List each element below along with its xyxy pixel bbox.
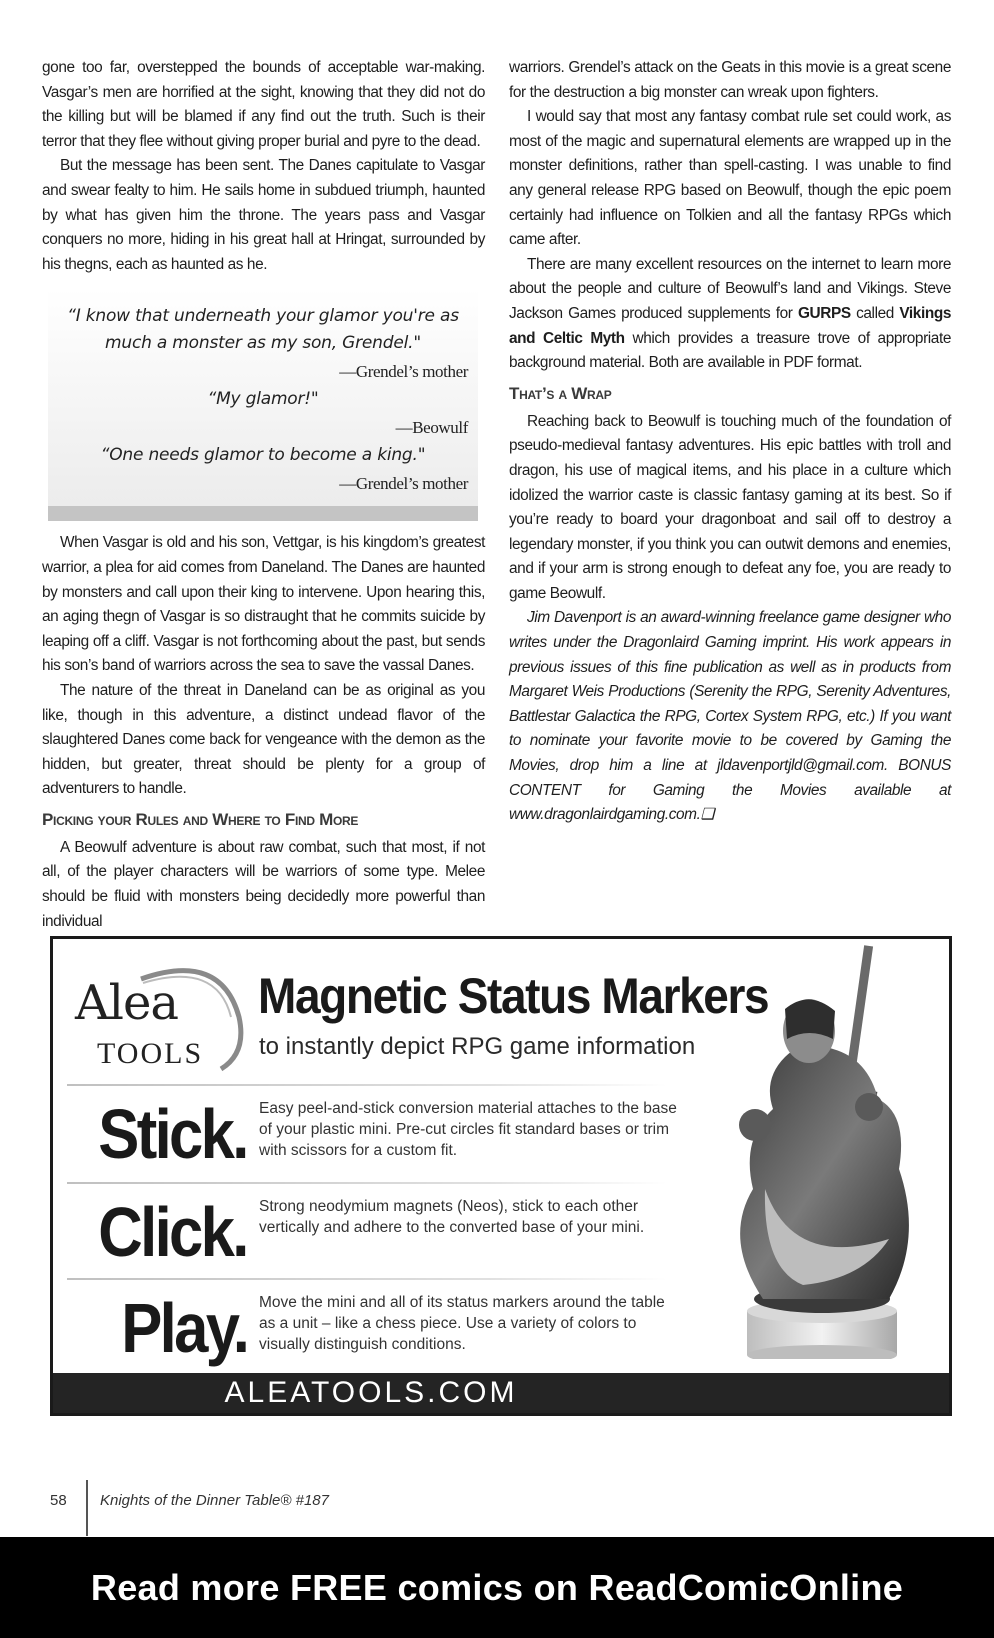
paragraph: gone too far, overstepped the bounds of acceptable war-making. Vasgar’s men are horrified at the sight, knowing that they did not do the killing but will be blamed if any find out the truth. Such is their terror that they flee without giving proper burial and pyre to the dead. bbox=[42, 59, 485, 150]
pull-quote bbox=[48, 289, 478, 521]
ad-feature-word: Play. bbox=[120, 1289, 247, 1367]
quote-line: “I know that underneath your glamor you're as much a monster as my son, Grendel." bbox=[67, 306, 459, 354]
paragraph bbox=[509, 253, 951, 376]
ad-feature-word: Stick. bbox=[98, 1095, 247, 1173]
alea-tools-logo bbox=[71, 957, 271, 1077]
ad-url[interactable]: ALEATOOLS.COM bbox=[224, 1376, 518, 1409]
quote-line: “One needs glamor to become a king." bbox=[100, 445, 426, 466]
text-run: There are many excellent resources on the internet to learn more about the people and culture of Beowulf’s land and Vikings. Steve Jackson Games produced supplements for bbox=[509, 255, 951, 322]
divider bbox=[67, 1278, 667, 1280]
product-name: Vikings and Celtic Myth bbox=[509, 304, 951, 347]
article-right-column bbox=[509, 56, 951, 828]
advertisement bbox=[50, 936, 952, 1416]
divider bbox=[86, 1480, 88, 1536]
miniature-figure-image bbox=[693, 939, 951, 1359]
text-run: called bbox=[850, 304, 900, 322]
article-left-column bbox=[42, 56, 485, 934]
logo-subtext: TOOLS bbox=[97, 1037, 204, 1070]
product-name: GURPS bbox=[797, 304, 851, 322]
ad-feature-description: Easy peel-and-stick conversion material attaches to the base of your plastic mini. Pre-cut circles fit standard bases or trim with scissors for a custom fit. bbox=[259, 1100, 677, 1159]
quote-attribution: —Grendel’s mother bbox=[339, 362, 468, 382]
ad-url-banner[interactable] bbox=[53, 1373, 949, 1413]
paragraph: A Beowulf adventure is about raw combat, such that most, if not all, of the player characters will be warriors of some type. Melee should be fluid with monsters being decidedly more powerful than individual bbox=[42, 838, 485, 930]
divider bbox=[67, 1182, 667, 1184]
quote-line: “My glamor!" bbox=[207, 389, 319, 410]
quote-attribution: —Grendel’s mother bbox=[339, 474, 468, 494]
divider bbox=[67, 1084, 667, 1086]
ad-feature-row bbox=[67, 1278, 677, 1374]
ad-feature-word: Click. bbox=[98, 1193, 247, 1271]
page-footer bbox=[0, 1480, 994, 1540]
paragraph: Reaching back to Beowulf is touching much of the foundation of pseudo-medieval fantasy adventures. His epic battles with troll and dragon, his use of magical items, and his place in a culture which idolized the warrior caste is classic fantasy gaming at its best. So if you’re ready to board your dragonboat and sail off to destroy a legendary monster, if you think you can outwit demons and enemies, and if your arm is strong enough to defeat any foe, you are ready to game Beowulf. bbox=[509, 412, 951, 602]
ad-feature-row bbox=[67, 1182, 677, 1278]
section-heading: That’s a Wrap bbox=[509, 383, 612, 403]
author-bio: Jim Davenport is an award-winning freelance game designer who writes under the Dragonlaird Gaming imprint. His work appears in previous issues of this fine publication as well as in products from Margaret Weis Productions (Serenity the RPG, Serenity Adventures, Battlestar Galactica the RPG, Cortex System RPG, etc.) If you want to nominate your favorite movie to be covered by Gaming the Movies, drop him a line at jldavenportjld@gmail.com. BONUS CONTENT for Gaming the Movies available at www.dragonlairdgaming.com.❑ bbox=[509, 609, 951, 824]
ad-feature-description: Strong neodymium magnets (Neos), stick to each other vertically and adhere to the converted base of your mini. bbox=[259, 1198, 645, 1236]
ad-headline: Magnetic Status Markers bbox=[258, 968, 769, 1024]
ad-feature-row bbox=[67, 1084, 677, 1180]
section-heading: Picking your Rules and Where to Find More bbox=[42, 809, 359, 829]
paragraph: When Vasgar is old and his son, Vettgar, is his kingdom’s greatest warrior, a plea for aid comes from Daneland. The Danes are haunted by monsters and call upon their king to intervene. Upon hearing this, an aging thegn of Vasgar is so distraught that he commits suicide by leaping off a cliff. Vasgar is not forthcoming about the past, but sends his son’s band of warriors across the sea to save the vassal Danes. bbox=[42, 534, 485, 675]
paragraph: warriors. Grendel’s attack on the Geats in this movie is a great scene for the destruction a big monster can wreak upon fighters. bbox=[509, 59, 951, 101]
promo-text[interactable]: Read more FREE comics on ReadComicOnline bbox=[90, 1567, 904, 1608]
magazine-title: Knights of the Dinner Table® #187 bbox=[100, 1492, 329, 1509]
paragraph: But the message has been sent. The Danes capitulate to Vasgar and swear fealty to him. He sails home in subdued triumph, haunted by what has given him the throne. The years pass and Vasgar conquers no more, hiding in his great hall at Hringat, surrounded by his thegns, each as haunted as he. bbox=[42, 157, 485, 273]
logo-text: Alea bbox=[75, 975, 179, 1031]
ad-feature-description: Move the mini and all of its status markers around the table as a unit – like a chess piece. Use a variety of colors to visually distinguish conditions. bbox=[259, 1294, 665, 1353]
paragraph: I would say that most any fantasy combat rule set could work, as most of the magic and supernatural elements are wrapped up in the monster definitions, rather than spell-casting. I was unable to find any general release RPG based on Beowulf, though the epic poem certainly had influence on Tolkien and all the fantasy RPGs which came after. bbox=[509, 108, 951, 249]
text-run: which provides a treasure trove of appropriate background material. Both are available in PDF format. bbox=[509, 329, 952, 372]
page-number: 58 bbox=[50, 1492, 67, 1509]
quote-attribution: —Beowulf bbox=[395, 418, 468, 438]
paragraph: The nature of the threat in Daneland can be as original as you like, though in this adventure, a distinct undead flavor of the slaughtered Danes come back for vengeance with the demon as the hidden, but greater, threat should be plenty for a group of adventurers to handle. bbox=[42, 681, 485, 798]
ad-subhead: to instantly depict RPG game information bbox=[259, 1033, 696, 1060]
promo-banner[interactable] bbox=[0, 1537, 994, 1638]
